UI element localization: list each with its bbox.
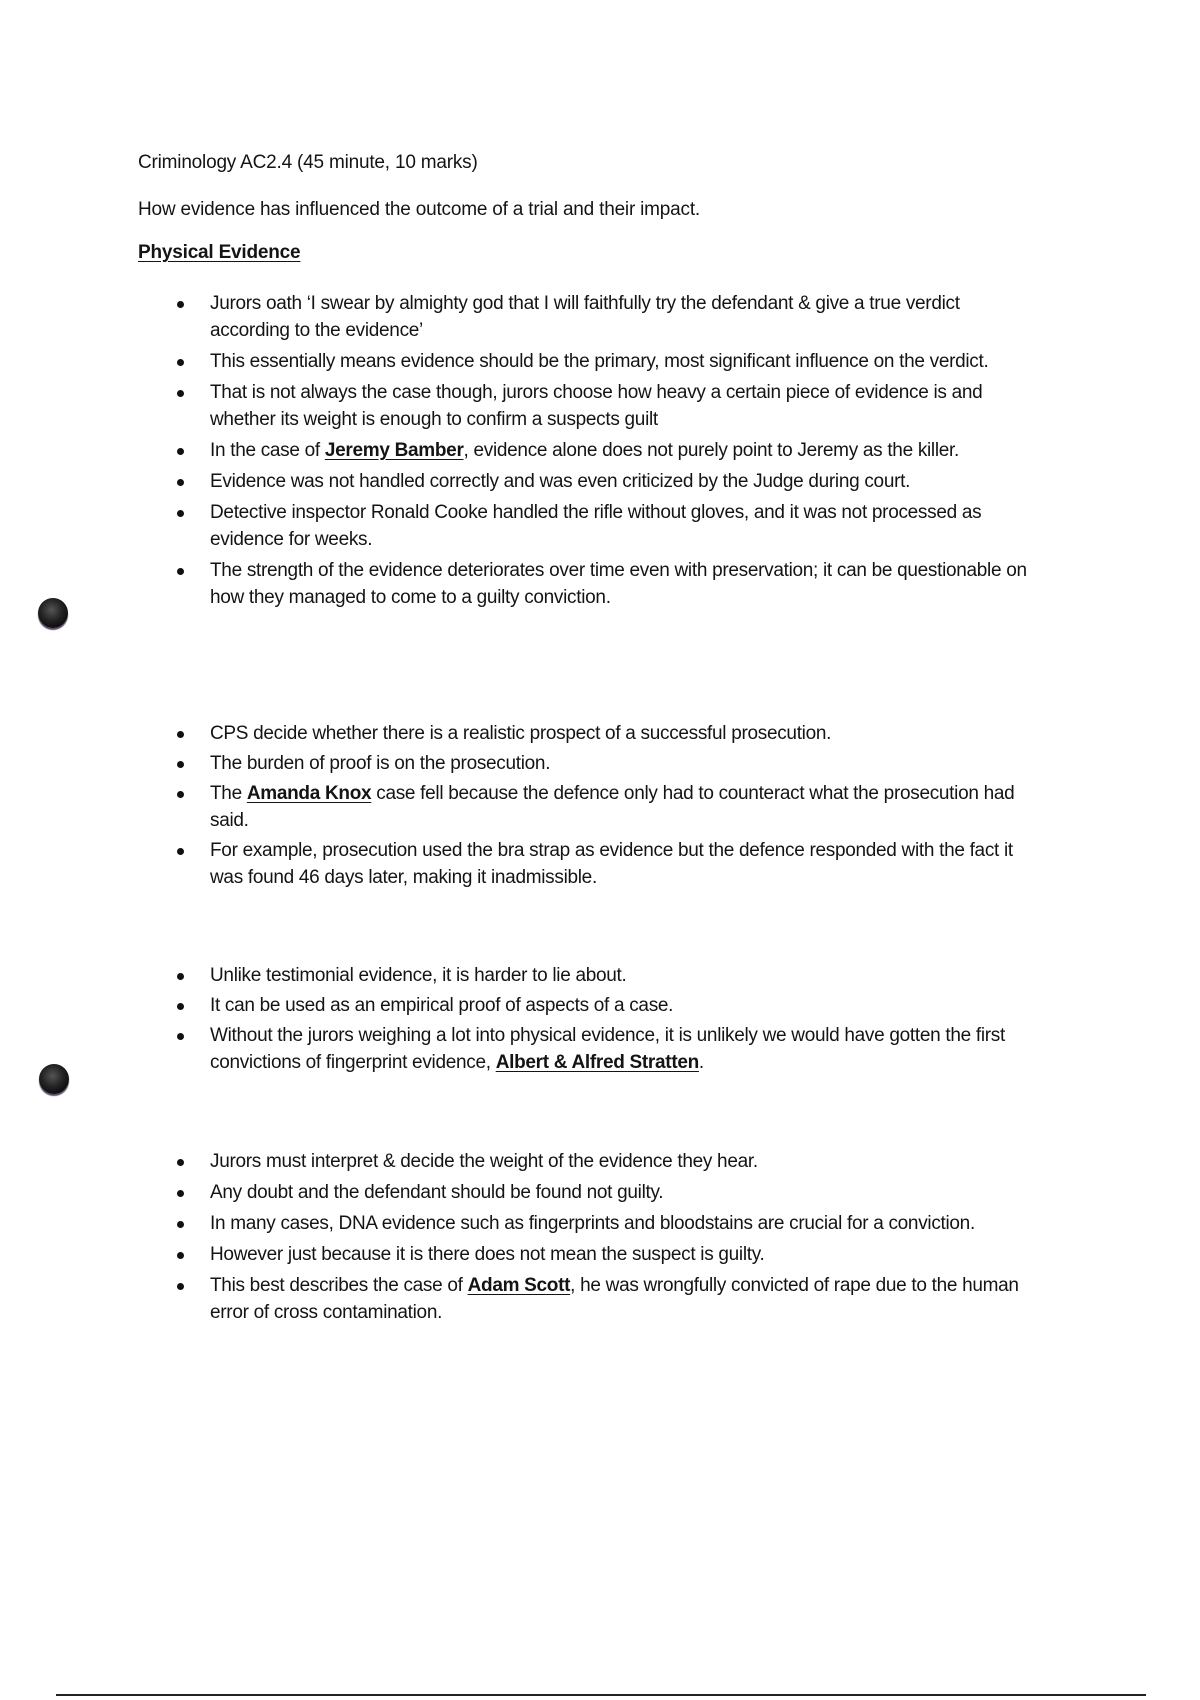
list-item xyxy=(0,992,1040,1019)
page-bottom-rule xyxy=(56,1694,1146,1696)
list-item xyxy=(0,379,1040,433)
bullet-dot xyxy=(177,390,184,397)
case-name-albert-alfred-stratten: Albert & Alfred Stratten xyxy=(495,1052,699,1073)
list-item xyxy=(0,720,1040,747)
bullet-dot xyxy=(177,1252,184,1259)
list-item-text-before: Without the jurors weighing a lot into physical evidence, it is unlikely we would have gotten the first convictions of fingerprint evidence, xyxy=(210,1025,1005,1073)
list-item-text: Jurors must interpret & decide the weight of the evidence they hear. xyxy=(210,1151,758,1172)
list-item-text: Jurors oath ‘I swear by almighty god that I will faithfully try the defendant & give a true verdict according to the evidence’ xyxy=(210,293,960,341)
list-item-text: For example, prosecution used the bra strap as evidence but the defence responded with the fact it was found 46 days later, making it inadmissible. xyxy=(210,840,1013,888)
bullet-dot xyxy=(177,1283,184,1290)
list-item-text: In many cases, DNA evidence such as fingerprints and bloodstains are crucial for a conviction. xyxy=(210,1213,975,1234)
case-name-amanda-knox: Amanda Knox xyxy=(246,783,372,804)
list-item-text-before: This best describes the case of xyxy=(210,1275,468,1296)
list-item xyxy=(0,780,1040,834)
list-item-text: That is not always the case though, jurors choose how heavy a certain piece of evidence is and whether its weight is enough to confirm a suspects guilt xyxy=(210,382,983,430)
list-item-text: The burden of proof is on the prosecution. xyxy=(210,753,551,774)
bullet-dot xyxy=(177,848,184,855)
list-item xyxy=(0,468,1040,495)
list-item xyxy=(0,1241,1040,1268)
list-item xyxy=(0,1022,1040,1076)
list-item-text-after: . xyxy=(698,1052,704,1073)
list-item-text: However just because it is there does not mean the suspect is guilty. xyxy=(210,1244,765,1265)
bullet-dot xyxy=(177,1159,184,1166)
bullet-dot xyxy=(177,568,184,575)
bullet-group-2 xyxy=(0,720,1200,894)
list-item-text-before: The xyxy=(210,783,247,804)
list-item xyxy=(0,290,1040,344)
bullet-group-3 xyxy=(0,962,1200,1079)
list-item-text: CPS decide whether there is a realistic prospect of a successful prosecution. xyxy=(210,723,832,744)
bullet-dot xyxy=(177,1221,184,1228)
list-item-text: The strength of the evidence deteriorates over time even with preservation; it can be questionable on how they managed to come to a guilty conviction. xyxy=(210,560,1027,608)
list-item-text: Evidence was not handled correctly and was even criticized by the Judge during court. xyxy=(210,471,911,492)
case-name-jeremy-bamber: Jeremy Bamber xyxy=(324,440,464,461)
section-heading-physical-evidence: Physical Evidence xyxy=(138,242,301,263)
list-item xyxy=(0,1210,1040,1237)
bullet-dot xyxy=(177,479,184,486)
bullet-dot xyxy=(177,510,184,517)
bullet-dot xyxy=(177,973,184,980)
document-subtitle: How evidence has influenced the outcome of a trial and their impact. xyxy=(138,199,701,220)
list-item-text-after: , evidence alone does not purely point to Jeremy as the killer. xyxy=(463,440,960,461)
list-item-text-after: , he was wrongfully convicted of rape due to the human error of cross contamination. xyxy=(210,1275,1019,1323)
list-item-text-before: In the case of xyxy=(210,440,325,461)
list-item xyxy=(0,1148,1040,1175)
list-item-text: Detective inspector Ronald Cooke handled the rifle without gloves, and it was not processed as evidence for weeks. xyxy=(210,502,982,550)
bullet-dot xyxy=(177,1003,184,1010)
bullet-dot xyxy=(177,731,184,738)
bullet-group-1 xyxy=(0,290,1200,615)
list-item xyxy=(0,962,1040,989)
punch-hole-top xyxy=(38,598,68,628)
list-item xyxy=(0,1272,1040,1326)
punch-hole-bottom xyxy=(39,1064,69,1094)
list-item xyxy=(0,750,1040,777)
list-item-text: It can be used as an empirical proof of aspects of a case. xyxy=(210,995,674,1016)
list-item-text: Unlike testimonial evidence, it is harder to lie about. xyxy=(210,965,627,986)
list-item xyxy=(0,499,1040,553)
bullet-dot xyxy=(177,761,184,768)
case-name-adam-scott: Adam Scott xyxy=(467,1275,571,1296)
bullet-dot xyxy=(177,1033,184,1040)
list-item xyxy=(0,348,1040,375)
list-item xyxy=(0,1179,1040,1206)
list-item-text: This essentially means evidence should be the primary, most significant influence on the verdict. xyxy=(210,351,989,372)
bullet-dot xyxy=(177,791,184,798)
list-item-text-after: case fell because the defence only had to counteract what the prosecution had said. xyxy=(210,783,1015,831)
list-item xyxy=(0,557,1040,611)
bullet-dot xyxy=(177,301,184,308)
bullet-dot xyxy=(177,448,184,455)
document-title: Criminology AC2.4 (45 minute, 10 marks) xyxy=(138,152,478,173)
list-item xyxy=(0,837,1040,891)
list-item xyxy=(0,437,1040,464)
bullet-group-4 xyxy=(0,1148,1200,1330)
list-item-text: Any doubt and the defendant should be found not guilty. xyxy=(210,1182,664,1203)
bullet-dot xyxy=(177,359,184,366)
bullet-dot xyxy=(177,1190,184,1197)
